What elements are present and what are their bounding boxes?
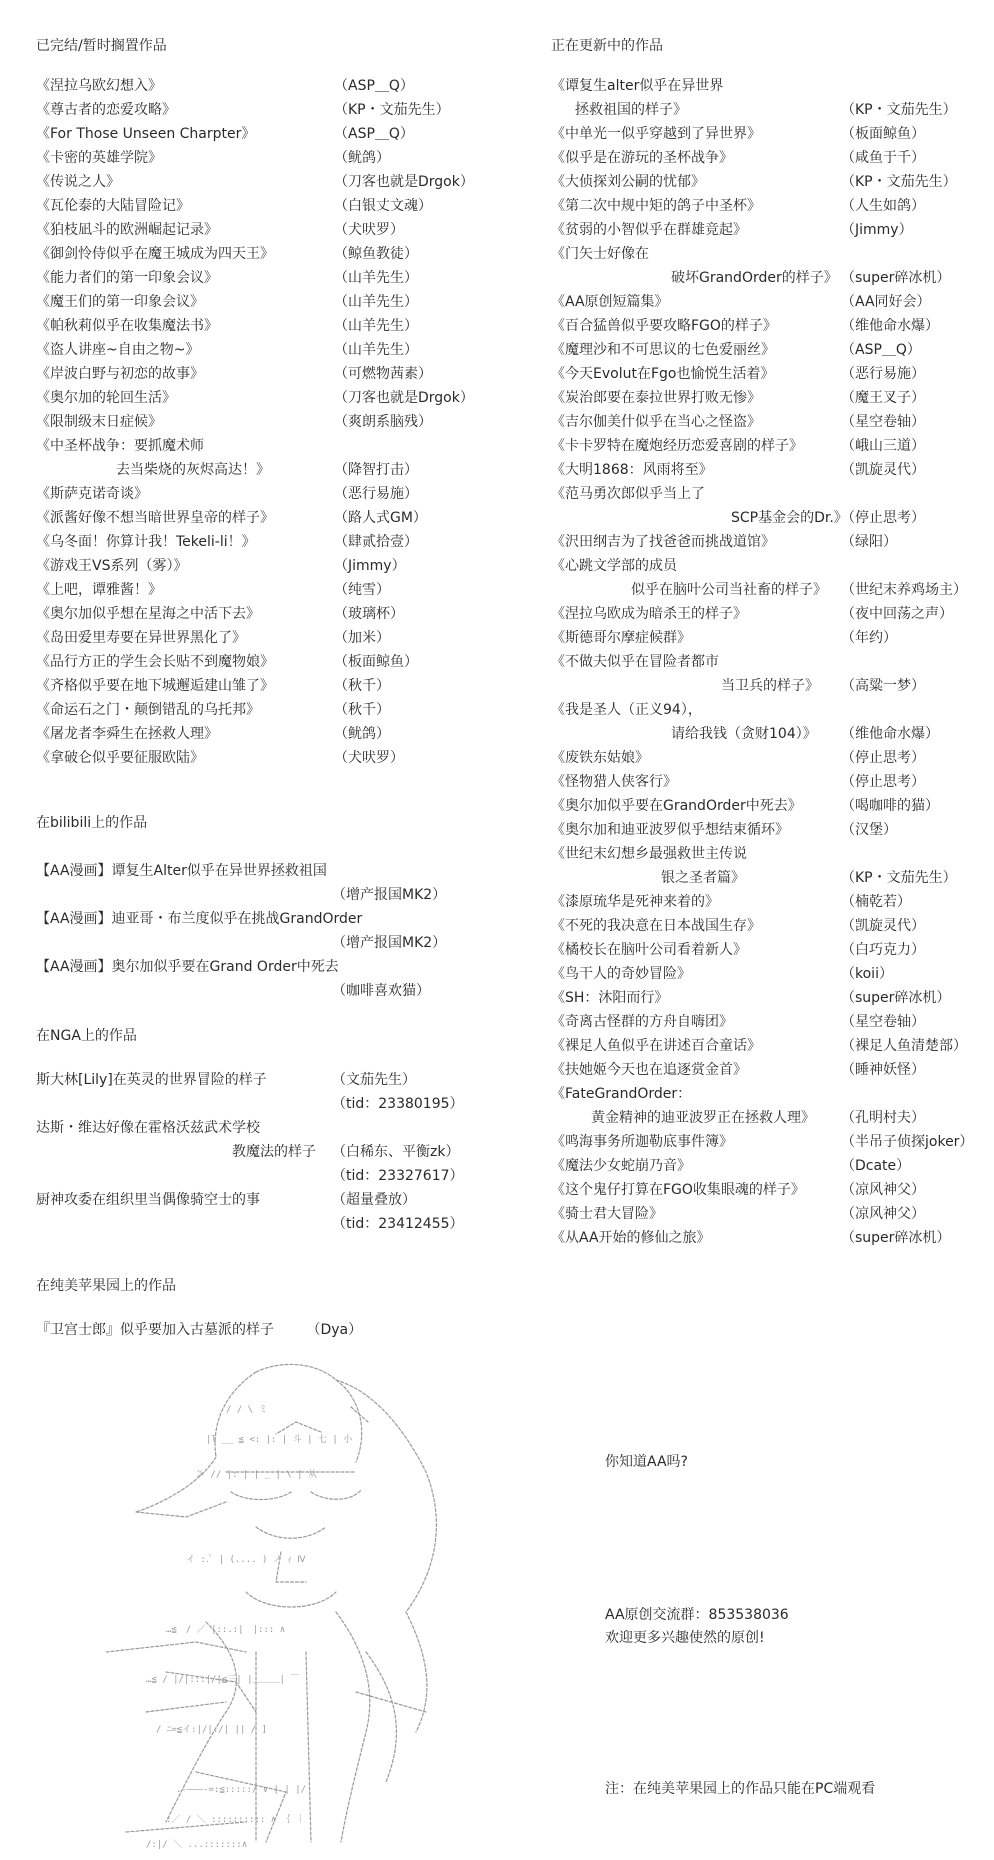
pc-only-note: 注：在纯美苹果园上的作品只能在PC端观看 — [605, 1781, 876, 1797]
updating-item[interactable] — [551, 1130, 974, 1154]
updating-item[interactable] — [551, 650, 925, 698]
updating-item-title-line2: SCP基金会的Dr.》 — [731, 510, 848, 526]
updating-item-author: （睡神妖怪） — [841, 1062, 925, 1078]
updating-item-author: （凉风神父） — [841, 1182, 925, 1198]
finished-item[interactable] — [36, 554, 406, 578]
updating-item[interactable] — [551, 482, 925, 530]
updating-item[interactable] — [551, 794, 939, 818]
finished-item-title: 《上吧，谭雅酱！》 — [36, 582, 162, 598]
finished-item[interactable] — [36, 530, 418, 554]
promo-question: 你知道AA吗? — [605, 1454, 688, 1470]
updating-item-title-line2: 黄金精神的迪亚波罗正在拯救人理》 — [591, 1110, 815, 1126]
updating-item-title: 《吉尔伽美什似乎在当心之怪盗》 — [551, 414, 761, 430]
updating-item-author: （魔王叉子） — [841, 390, 925, 406]
updating-item-title: 《奥尔加和迪亚波罗似乎想结束循环》 — [551, 822, 789, 838]
updating-item[interactable] — [551, 1058, 925, 1082]
updating-item-title: 《扶她姬今天也在追逐赏金首》 — [551, 1062, 747, 1078]
updating-item-author: （Jimmy） — [841, 222, 913, 238]
updating-item[interactable] — [551, 386, 925, 410]
updating-item-author: （维他命水爆） — [841, 726, 939, 742]
updating-item-author: （楠乾若） — [841, 894, 911, 910]
finished-item-author: （犬吠罗） — [334, 750, 404, 766]
finished-item-author: （鱿鸽） — [334, 726, 390, 742]
updating-item[interactable] — [551, 74, 957, 122]
finished-item-title: 《卡密的英雄学院》 — [36, 150, 162, 166]
updating-item[interactable] — [551, 194, 925, 218]
finished-item-author: （山羊先生） — [334, 318, 418, 334]
bilibili-works-section — [36, 813, 447, 1003]
updating-works-list — [551, 74, 974, 1250]
updating-item-title: 《今天Evolut在Fgo也愉悦生活着》 — [551, 366, 775, 382]
updating-item[interactable] — [551, 530, 897, 554]
finished-works-section — [36, 36, 474, 770]
updating-works-section — [551, 36, 974, 1250]
finished-works-list — [36, 74, 474, 770]
pc-site-item[interactable] — [36, 1318, 362, 1342]
finished-item-title: 《奥尔加的轮回生活》 — [36, 390, 176, 406]
bilibili-item-title: 【AA漫画】奥尔加似乎要在Grand Order中死去 — [36, 959, 339, 975]
updating-item-title: 《心跳文学部的成员 — [551, 558, 677, 574]
finished-item-author: （板面鲸鱼） — [334, 654, 418, 670]
updating-item-title: 《范马勇次郎似乎当上了 — [551, 486, 705, 502]
updating-item-title: 《魔法少女蛇崩乃音》 — [551, 1158, 691, 1174]
updating-item-author: （喝咖啡的猫） — [841, 798, 939, 814]
updating-item-title: 《这个鬼仔打算在FGO收集眼魂的样子》 — [551, 1182, 805, 1198]
updating-item[interactable] — [551, 746, 925, 770]
updating-item-author: （AA同好会） — [841, 294, 931, 310]
updating-item[interactable] — [551, 314, 939, 338]
updating-item[interactable] — [551, 362, 925, 386]
finished-item-title: 《盗人讲座~自由之物~》 — [36, 342, 200, 358]
updating-item-author: （夜中回荡之声） — [841, 606, 953, 622]
updating-item-title: 《漆原琉华是死神来着的》 — [551, 894, 719, 910]
finished-item[interactable] — [36, 122, 414, 146]
bilibili-item[interactable] — [36, 907, 447, 955]
finished-item-title: 《奥尔加似乎想在星海之中活下去》 — [36, 606, 260, 622]
finished-item-title: 《中圣杯战争：要抓魔术师 — [36, 438, 204, 454]
updating-item-author: （koii） — [841, 966, 893, 982]
updating-item[interactable] — [551, 1202, 925, 1226]
updating-item-author: （恶行易施） — [841, 366, 925, 382]
updating-item[interactable] — [551, 602, 953, 626]
updating-item-title: 《不做夫似乎在冒险者都市 — [551, 654, 719, 670]
updating-item-title: 《大侦探刘公嗣的忧郁》 — [551, 174, 705, 190]
bilibili-item-author: （增产报国MK2） — [332, 935, 447, 951]
finished-item-title: 《狛枝凪斗的欧洲崛起记录》 — [36, 222, 218, 238]
updating-item[interactable] — [551, 170, 957, 194]
finished-item-author: （肆贰拾壹） — [334, 534, 418, 550]
finished-item-author: （山羊先生） — [334, 342, 418, 358]
updating-item-author: （白巧克力） — [841, 942, 925, 958]
finished-item-title: 《涅拉乌欧幻想入》 — [36, 78, 162, 94]
updating-item[interactable] — [551, 1010, 925, 1034]
finished-item-author: （加米） — [334, 630, 390, 646]
finished-item[interactable] — [36, 674, 390, 698]
nga-item-title: 达斯・维达好像在霍格沃兹武术学校 — [36, 1120, 260, 1136]
finished-item-author: （刀客也就是Drgok） — [334, 174, 474, 190]
updating-item-title: 《似乎是在游玩的圣杯战争》 — [551, 150, 733, 166]
nga-item[interactable] — [36, 1188, 464, 1236]
finished-item-author: （ASP＿Q） — [334, 78, 414, 94]
updating-item-title-line2: 拯救祖国的样子》 — [575, 102, 687, 118]
svg-text:イ :.ﾟ | (.... ) ノ ｨ Ⅳ: イ :.ﾟ | (.... ) ノ ｨ Ⅳ — [186, 1555, 306, 1565]
finished-item-author: （Jimmy） — [334, 558, 406, 574]
updating-item[interactable] — [551, 458, 925, 482]
bilibili-item-title: 【AA漫画】迪亚哥・布兰度似乎在挑战GrandOrder — [36, 911, 363, 927]
updating-item-title: 《奇离古怪群的方舟自嗨团》 — [551, 1014, 733, 1030]
nga-item-title: 厨神攻委在组织里当偶像骑空士的事 — [36, 1192, 260, 1208]
finished-item-title: 《岸波白野与初恋的故事》 — [36, 366, 204, 382]
updating-item-author: （峨山三道） — [841, 438, 925, 454]
updating-item-author: （super碎冰机） — [841, 270, 951, 286]
finished-works-title: 已完结/暂时搁置作品 — [36, 38, 167, 54]
updating-item-author: （年约） — [841, 630, 897, 646]
finished-item-title: 《瓦伦泰的大陆冒险记》 — [36, 198, 190, 214]
finished-item[interactable] — [36, 290, 418, 314]
finished-item[interactable] — [36, 650, 418, 674]
updating-item-title: 《我是圣人（正义94）， — [551, 702, 702, 718]
updating-item-author: （绿阳） — [841, 534, 897, 550]
nga-works-section — [36, 1026, 464, 1236]
updating-item[interactable] — [551, 122, 925, 146]
svg-text:.-―――-=:≦:::::/ ∨ | | |/: .-―――-=:≦:::::/ ∨ | | |/ — [176, 1785, 307, 1795]
finished-item-author: （ASP＿Q） — [334, 126, 414, 142]
finished-item[interactable] — [36, 74, 414, 98]
updating-item-author: （半吊子侦探joker） — [841, 1134, 974, 1150]
pc-site-item-author: （Dya） — [306, 1322, 363, 1338]
updating-item-title: 《骑士君大冒险》 — [551, 1206, 663, 1222]
bilibili-item[interactable] — [36, 859, 447, 907]
updating-item-author: （停止思考） — [841, 750, 925, 766]
updating-item-author: （停止思考） — [841, 510, 925, 526]
updating-item-title: 《奥尔加似乎要在GrandOrder中死去》 — [551, 798, 802, 814]
nga-works-title: 在NGA上的作品 — [36, 1028, 137, 1044]
updating-item[interactable] — [551, 770, 925, 794]
updating-item-title: 《贫弱的小智似乎在群雄竞起》 — [551, 222, 747, 238]
updating-item-title: 《从AA开始的修仙之旅》 — [551, 1230, 711, 1246]
finished-item[interactable] — [36, 602, 404, 626]
updating-item-author: （汉堡） — [841, 822, 897, 838]
updating-item-title: 《炭治郎要在泰拉世界打败无惨》 — [551, 390, 761, 406]
bilibili-item-author: （咖啡喜欢猫） — [332, 983, 430, 999]
updating-item[interactable] — [551, 938, 925, 962]
updating-item-title-line2: 当卫兵的样子》 — [721, 678, 819, 694]
nga-item-author: （白稀东、平衡zk） — [332, 1144, 460, 1160]
updating-item-title: 《百合猛兽似乎要攻略FGO的样子》 — [551, 318, 777, 334]
updating-item-author: （裸足人鱼清楚部） — [841, 1038, 967, 1054]
updating-item-title: 《SH：沐阳而行》 — [551, 990, 669, 1006]
svg-text:|l __ ≦ <: |: | 斗 | 七 | 小: |l __ ≦ <: |: | 斗 | 七 | 小 — [206, 1435, 353, 1445]
finished-item-author: （秋千） — [334, 678, 390, 694]
svg-text::／ / ＼ :::::::::: ∧ ｛ ｜: :／ / ＼ :::::::::: ∧ ｛ ｜ — [166, 1815, 305, 1825]
updating-item-author: （KP・文茄先生） — [841, 174, 957, 190]
bilibili-item[interactable] — [36, 955, 430, 1003]
finished-item-author: （白银丈文魂） — [334, 198, 432, 214]
finished-item-author: （鲸鱼教徒） — [334, 246, 418, 262]
updating-item-title: 《门矢士好像在 — [551, 246, 649, 262]
pc-site-works-section — [36, 1276, 362, 1342]
finished-item-author: （山羊先生） — [334, 294, 418, 310]
updating-item[interactable] — [551, 1178, 925, 1202]
updating-item-title: 《橘校长在脑叶公司看着新人》 — [551, 942, 747, 958]
updating-item-author: （高粱一梦） — [841, 678, 925, 694]
finished-item[interactable] — [36, 698, 390, 722]
finished-item-title: 《For Those Unseen Charpter》 — [36, 126, 256, 142]
updating-item-author: （孔明村夫） — [841, 1110, 925, 1126]
updating-item[interactable] — [551, 698, 939, 746]
finished-item-title: 《游戏王VS系列（雾）》 — [36, 558, 188, 574]
pc-site-item-title: 『卫宫士郎』似乎要加入古墓派的样子 — [36, 1322, 274, 1338]
finished-item-author: （爽朗系脑残） — [334, 414, 432, 430]
finished-item[interactable] — [36, 722, 390, 746]
updating-item[interactable] — [551, 338, 921, 362]
finished-item-title: 《岛田爱里寿要在异世界黑化了》 — [36, 630, 246, 646]
updating-item-title: 《不死的我决意在日本战国生存》 — [551, 918, 761, 934]
updating-item[interactable] — [551, 986, 951, 1010]
finished-item-author: （犬吠罗） — [334, 222, 404, 238]
updating-item-author: （凉风神父） — [841, 1206, 925, 1222]
updating-item-title: 《第二次中规中矩的鸽子中圣杯》 — [551, 198, 761, 214]
updating-item-title: 《鸣海事务所迦勒底事件簿》 — [551, 1134, 733, 1150]
finished-item[interactable] — [36, 410, 432, 434]
nga-item-title-line2: 教魔法的样子 — [232, 1144, 316, 1160]
finished-item-author: （恶行易施） — [334, 486, 418, 502]
updating-item-title-line2: 请给我钱（贪财104）》 — [671, 726, 817, 742]
updating-item[interactable] — [551, 1154, 911, 1178]
finished-item-title: 《帕秋莉似乎在收集魔法书》 — [36, 318, 218, 334]
finished-item-author: （可燃物茜素） — [334, 366, 432, 382]
finished-item[interactable] — [36, 242, 418, 266]
bilibili-item-author: （增产报国MK2） — [332, 887, 447, 903]
updating-item[interactable] — [551, 890, 911, 914]
finished-item-author: （玻璃杯） — [334, 606, 404, 622]
finished-item-author: （路人式GM） — [334, 510, 427, 526]
updating-item[interactable] — [551, 1226, 951, 1250]
updating-item[interactable] — [551, 818, 897, 842]
finished-item[interactable] — [36, 170, 474, 194]
promo-group-number: AA原创交流群：853538036 — [605, 1607, 789, 1623]
finished-item-title: 《乌冬面！你算计我！Tekeli-li！》 — [36, 534, 256, 550]
finished-item[interactable] — [36, 506, 427, 530]
finished-item[interactable] — [36, 194, 432, 218]
updating-item-author: （板面鲸鱼） — [841, 126, 925, 142]
updating-item-author: （super碎冰机） — [841, 1230, 951, 1246]
updating-item-title: 《斯德哥尔摩症候群》 — [551, 630, 691, 646]
updating-item-author: （人生如鸽） — [841, 198, 925, 214]
updating-item-title: 《世纪末幻想乡最强救世主传说 — [551, 846, 747, 862]
svg-text:…≦ / |/|:::|/|≦三| |＿＿＿| ￣: …≦ / |/|:::|/|≦三| |＿＿＿| ￣ — [146, 1675, 300, 1685]
updating-item-title: 《裸足人鱼似乎在讲述百合童话》 — [551, 1038, 761, 1054]
finished-item-title: 《御剑怜侍似乎在魔王城成为四天王》 — [36, 246, 274, 262]
bilibili-works-title: 在bilibili上的作品 — [36, 815, 148, 831]
finished-item-title: 《魔王们的第一印象会议》 — [36, 294, 204, 310]
finished-item-author: （鱿鸽） — [334, 150, 390, 166]
finished-item-title: 《斯萨克诺奇谈》 — [36, 486, 148, 502]
finished-item-author: （秋千） — [334, 702, 390, 718]
bilibili-item-title: 【AA漫画】谭复生Alter似乎在异世界拯救祖国 — [36, 863, 327, 879]
nga-item-tid: （tid：23412455） — [332, 1216, 464, 1232]
updating-item[interactable] — [551, 1034, 967, 1058]
updating-item-title: 《魔理沙和不可思议的七色爱丽丝》 — [551, 342, 775, 358]
finished-item-title: 《齐格似乎要在地下城邂逅建山雏了》 — [36, 678, 274, 694]
updating-item[interactable] — [551, 242, 951, 290]
nga-item[interactable] — [36, 1116, 464, 1188]
svg-text:≫ // |: | | _ | \ | 从: ≫ // |: | | _ | \ | 从 — [196, 1470, 317, 1480]
updating-item-title: 《废铁东姑娘》 — [551, 750, 649, 766]
finished-item-author: （纯雪） — [334, 582, 390, 598]
updating-item-title: 《AA原创短篇集》 — [551, 294, 669, 310]
updating-item[interactable] — [551, 290, 931, 314]
updating-item-author: （凯旋灵代） — [841, 918, 925, 934]
finished-item-title-line2: 去当柴烧的灰烬高达！》 — [116, 462, 270, 478]
finished-item[interactable] — [36, 266, 418, 290]
finished-item[interactable] — [36, 746, 404, 770]
updating-item[interactable] — [551, 434, 925, 458]
pc-site-works-title: 在纯美苹果园上的作品 — [36, 1278, 176, 1294]
finished-item[interactable] — [36, 218, 404, 242]
updating-item-title-line2: 似乎在脑叶公司当社畜的样子》 — [631, 582, 827, 598]
updating-item-title: 《鸟干人的奇妙冒险》 — [551, 966, 691, 982]
updating-item-title-line2: 破坏GrandOrder的样子》 — [671, 270, 838, 286]
finished-item[interactable] — [36, 146, 390, 170]
updating-item-title-line2: 银之圣者篇》 — [661, 870, 745, 886]
updating-item-author: （Dcate） — [841, 1158, 911, 1174]
finished-item-title: 《能力者们的第一印象会议》 — [36, 270, 218, 286]
updating-item-title: 《谭复生alter似乎在异世界 — [551, 78, 724, 94]
finished-item-author: （山羊先生） — [334, 270, 418, 286]
finished-item-title: 《传说之人》 — [36, 174, 120, 190]
finished-item-title: 《拿破仑似乎要征服欧陆》 — [36, 750, 204, 766]
updating-item-author: （维他命水爆） — [841, 318, 939, 334]
updating-item[interactable] — [551, 962, 893, 986]
updating-item-author: （世纪末养鸡场主） — [841, 582, 967, 598]
updating-item-title: 《怪物猎人侠客行》 — [551, 774, 677, 790]
finished-item[interactable] — [36, 482, 418, 506]
svg-text:/ / \ ミ: / / \ ミ — [226, 1405, 268, 1415]
nga-item-author: （文茄先生） — [332, 1072, 416, 1088]
finished-item-title: 《屠龙者李舜生在拯救人理》 — [36, 726, 218, 742]
svg-text:/:|/ ＼ ...:::::::∧: /:|/ ＼ ...:::::::∧ — [146, 1840, 248, 1850]
finished-item-author: （KP・文茄先生） — [334, 102, 450, 118]
nga-item-title: 斯大林[Lily]在英灵的世界冒险的样子 — [36, 1072, 267, 1088]
finished-item-title: 《命运石之门・颠倒错乱的乌托邦》 — [36, 702, 260, 718]
finished-item-title: 《品行方正的学生会长贴不到魔物娘》 — [36, 654, 274, 670]
finished-item[interactable] — [36, 362, 432, 386]
ascii-art-figure — [106, 1352, 476, 1850]
updating-item[interactable] — [551, 842, 957, 890]
updating-item-title: 《中单光一似乎穿越到了异世界》 — [551, 126, 761, 142]
updating-item-title: 《沢田纲吉为了找爸爸而挑战道馆》 — [551, 534, 775, 550]
nga-item-tid: （tid：23327617） — [332, 1168, 464, 1184]
updating-item-author: （super碎冰机） — [841, 990, 951, 1006]
updating-item-author: （星空卷轴） — [841, 1014, 925, 1030]
updating-item-title: 《大明1868：风雨将至》 — [551, 462, 713, 478]
updating-item-author: （KP・文茄先生） — [841, 870, 957, 886]
nga-item-author: （超量叠放） — [332, 1192, 416, 1208]
updating-item-title: 《涅拉乌欧成为暗杀王的样子》 — [551, 606, 747, 622]
finished-item[interactable] — [36, 578, 390, 602]
finished-item[interactable] — [36, 314, 418, 338]
updating-item[interactable] — [551, 410, 925, 434]
updating-item[interactable] — [551, 146, 925, 170]
finished-item-title: 《派酱好像不想当暗世界皇帝的样子》 — [36, 510, 274, 526]
finished-item[interactable] — [36, 98, 450, 122]
updating-item[interactable] — [551, 554, 967, 602]
finished-item-author: （刀客也就是Drgok） — [334, 390, 474, 406]
updating-item[interactable] — [551, 626, 897, 650]
finished-item[interactable] — [36, 386, 474, 410]
updating-item-author: （凯旋灵代） — [841, 462, 925, 478]
updating-item[interactable] — [551, 914, 925, 938]
updating-item-author: （星空卷轴） — [841, 414, 925, 430]
updating-item[interactable] — [551, 1082, 925, 1130]
updating-works-title: 正在更新中的作品 — [551, 38, 663, 54]
updating-item-author: （ASP＿Q） — [841, 342, 921, 358]
updating-item-title: 《卡卡罗特在魔炮经历恋爱喜剧的样子》 — [551, 438, 803, 454]
finished-item-title: 《尊古者的恋爱攻略》 — [36, 102, 176, 118]
finished-item-title: 《限制级末日症候》 — [36, 414, 162, 430]
finished-item[interactable] — [36, 338, 418, 362]
updating-item[interactable] — [551, 218, 913, 242]
promo-welcome: 欢迎更多兴趣使然的原创! — [605, 1630, 765, 1646]
finished-item[interactable] — [36, 434, 418, 482]
updating-item-title: 《FateGrandOrder： — [551, 1086, 692, 1102]
nga-item-tid: （tid：23380195） — [332, 1096, 464, 1112]
finished-item[interactable] — [36, 626, 390, 650]
finished-item-author: （降智打击） — [334, 462, 418, 478]
updating-item-author: （KP・文茄先生） — [841, 102, 957, 118]
svg-text:…≦ / ／ |::.:| |::: ∧: …≦ / ／ |::.:| |::: ∧ — [166, 1625, 286, 1635]
updating-item-author: （停止思考） — [841, 774, 925, 790]
updating-item-author: （咸鱼于千） — [841, 150, 925, 166]
nga-item[interactable] — [36, 1068, 464, 1116]
svg-text:/ ﾆ=≦イ:|/|:/| || / ]: / ﾆ=≦イ:|/|:/| || / ] — [156, 1725, 268, 1735]
